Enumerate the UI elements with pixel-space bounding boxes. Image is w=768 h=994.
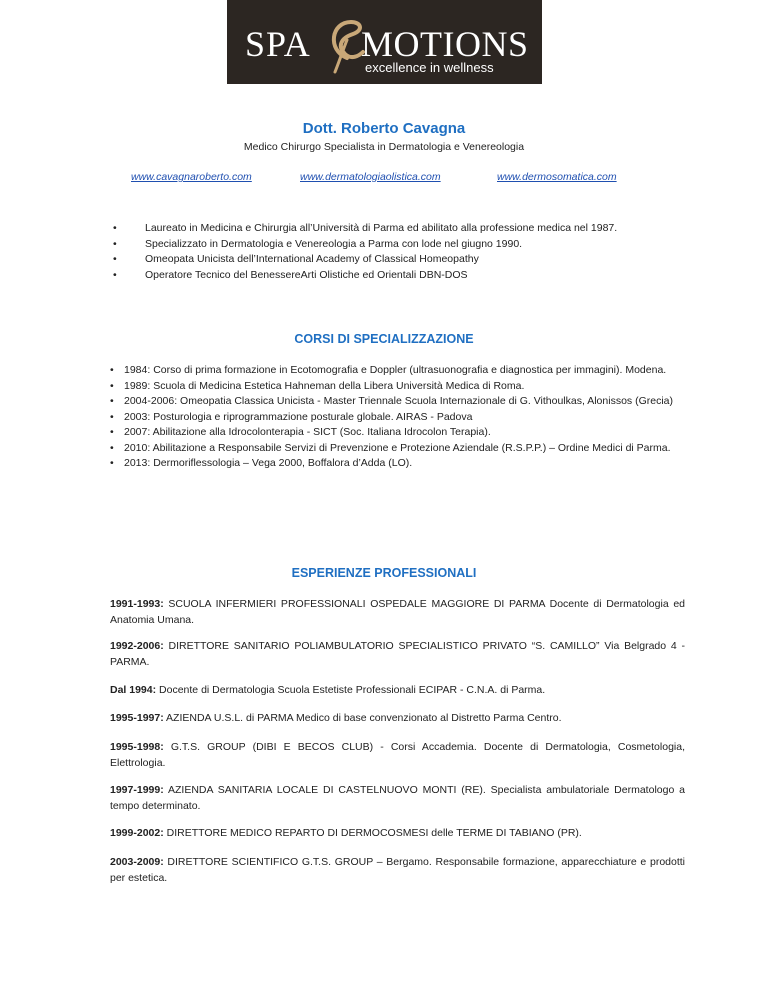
experience-text: DIRETTORE SANITARIO POLIAMBULATORIO SPECIALISTICO PRIVATO “S. CAMILLO” Via Belgrado 4 - PARMA. bbox=[110, 640, 685, 668]
logo-graphic bbox=[227, 0, 542, 84]
qualification-text: Specializzato in Dermatologia e Venereologia a Parma con lode nel giugno 1990. bbox=[145, 237, 523, 250]
brand-logo bbox=[227, 0, 542, 84]
bullet-icon: • bbox=[113, 268, 117, 281]
experience-entry bbox=[110, 740, 685, 771]
list-item bbox=[110, 410, 685, 426]
experience-heading: ESPERIENZE PROFESSIONALI bbox=[291, 566, 477, 580]
bullet-icon: • bbox=[110, 457, 114, 469]
bullet-icon: • bbox=[110, 364, 114, 376]
logo-text-right: MOTIONS bbox=[361, 24, 529, 64]
experience-entry bbox=[110, 855, 685, 886]
course-text: 2003: Posturologia e riprogrammazione posturale globale. AIRAS - Padova bbox=[124, 410, 473, 423]
experience-text: DIRETTORE SCIENTIFICO G.T.S. GROUP – Bergamo. Responsabile formazione, apparecchiature e prodotti per estetica. bbox=[110, 856, 685, 884]
list-item bbox=[110, 221, 617, 237]
qualification-text: Operatore Tecnico del BenessereArti Olistiche ed Orientali DBN-DOS bbox=[145, 268, 468, 281]
list-item bbox=[110, 237, 617, 253]
bullet-icon: • bbox=[110, 395, 114, 407]
experience-text: SCUOLA INFERMIERI PROFESSIONALI OSPEDALE MAGGIORE DI PARMA Docente di Dermatologia ed Anatomia Umana. bbox=[110, 598, 685, 626]
experience-entry bbox=[110, 683, 685, 699]
logo-swash-icon bbox=[334, 22, 363, 72]
bullet-icon: • bbox=[110, 410, 114, 423]
bullet-icon: • bbox=[110, 426, 114, 438]
courses-heading: CORSI DI SPECIALIZZAZIONE bbox=[294, 332, 474, 346]
experience-period: 1995-1998: bbox=[110, 741, 164, 753]
list-item bbox=[110, 268, 617, 284]
qualification-text: Laureato in Medicina e Chirurgia all’Università di Parma ed abilitato alla professione medica nel 1987. bbox=[145, 222, 618, 234]
experience-text: G.T.S. GROUP (DIBI E BECOS CLUB) - Corsi Accademia. Docente di Dermatologia, Cosmetologia, Elettrologia. bbox=[110, 741, 685, 769]
qualification-text: Omeopata Unicista dell’International Academy of Classical Homeopathy bbox=[145, 253, 479, 265]
bullet-icon: • bbox=[113, 222, 117, 234]
list-item bbox=[110, 252, 617, 268]
experience-entry bbox=[110, 783, 685, 814]
list-item bbox=[110, 456, 685, 472]
course-text: 2007: Abilitazione alla Idrocolonterapia - SICT (Soc. Italiana Idrocolon Terapia). bbox=[124, 426, 491, 438]
experience-period: 1997-1999: bbox=[110, 784, 164, 796]
doctor-name: Dott. Roberto Cavagna bbox=[302, 120, 466, 137]
course-text: 2004-2006: Omeopatia Classica Unicista - Master Triennale Scuola Internazionale di G. Vithoulkas, Alonissos (Grecia) bbox=[124, 395, 673, 407]
experience-entry bbox=[110, 639, 685, 670]
qualifications-list bbox=[110, 221, 617, 283]
experience-period: Dal 1994: bbox=[110, 684, 157, 696]
link-dermatologiaolistica[interactable]: www.dermatologiaolistica.com bbox=[300, 171, 441, 183]
list-item bbox=[110, 363, 685, 379]
experience-period: 2003-2009: bbox=[110, 856, 164, 868]
experience-text: AZIENDA SANITARIA LOCALE DI CASTELNUOVO MONTI (RE). Specialista ambulatoriale Dermatologo a tempo determinato. bbox=[110, 784, 685, 812]
link-dermosomatica[interactable]: www.dermosomatica.com bbox=[497, 171, 617, 183]
bullet-icon: • bbox=[113, 253, 117, 265]
experience-text: DIRETTORE MEDICO REPARTO DI DERMOCOSMESI delle TERME DI TABIANO (PR). bbox=[163, 827, 582, 839]
experience-period: 1995-1997: bbox=[110, 712, 164, 724]
list-item bbox=[110, 394, 685, 410]
list-item bbox=[110, 379, 685, 395]
course-text: 1984: Corso di prima formazione in Ecotomografia e Doppler (ultrasuonografia e diagnostica per immagini). Modena. bbox=[124, 364, 667, 376]
bullet-icon: • bbox=[110, 379, 114, 392]
link-cavagnaroberto[interactable]: www.cavagnaroberto.com bbox=[131, 171, 252, 183]
course-text: 2010: Abilitazione a Responsabile Servizi di Prevenzione e Protezione Aziendale (R.S.P.P.) – Ordine Medici di Parma. bbox=[124, 441, 671, 454]
bullet-icon: • bbox=[110, 441, 114, 454]
logo-text-left: SPA bbox=[245, 24, 311, 64]
course-text: 2013: Dermoriflessologia – Vega 2000, Boffalora d’Adda (LO). bbox=[124, 457, 413, 469]
experience-entry bbox=[110, 597, 685, 628]
bullet-icon: • bbox=[113, 237, 117, 250]
course-text: 1989: Scuola di Medicina Estetica Hahneman della Libera Università Medica di Roma. bbox=[124, 379, 525, 392]
courses-list bbox=[110, 363, 685, 472]
experience-text: Docente di Dermatologia Scuola Estetiste Professionali ECIPAR - C.N.A. di Parma. bbox=[156, 684, 546, 696]
doctor-subtitle: Medico Chirurgo Specialista in Dermatologia e Venereologia bbox=[243, 141, 525, 153]
experience-period: 1991-1993: bbox=[110, 598, 164, 610]
experience-entry bbox=[110, 826, 685, 842]
list-item bbox=[110, 441, 685, 457]
experience-text: AZIENDA U.S.L. di PARMA Medico di base convenzionato al Distretto Parma Centro. bbox=[163, 712, 562, 724]
experience-period: 1999-2002: bbox=[110, 827, 164, 839]
experience-entry bbox=[110, 711, 685, 727]
logo-tagline: excellence in wellness bbox=[365, 60, 494, 75]
experience-period: 1992-2006: bbox=[110, 640, 164, 652]
list-item bbox=[110, 425, 685, 441]
